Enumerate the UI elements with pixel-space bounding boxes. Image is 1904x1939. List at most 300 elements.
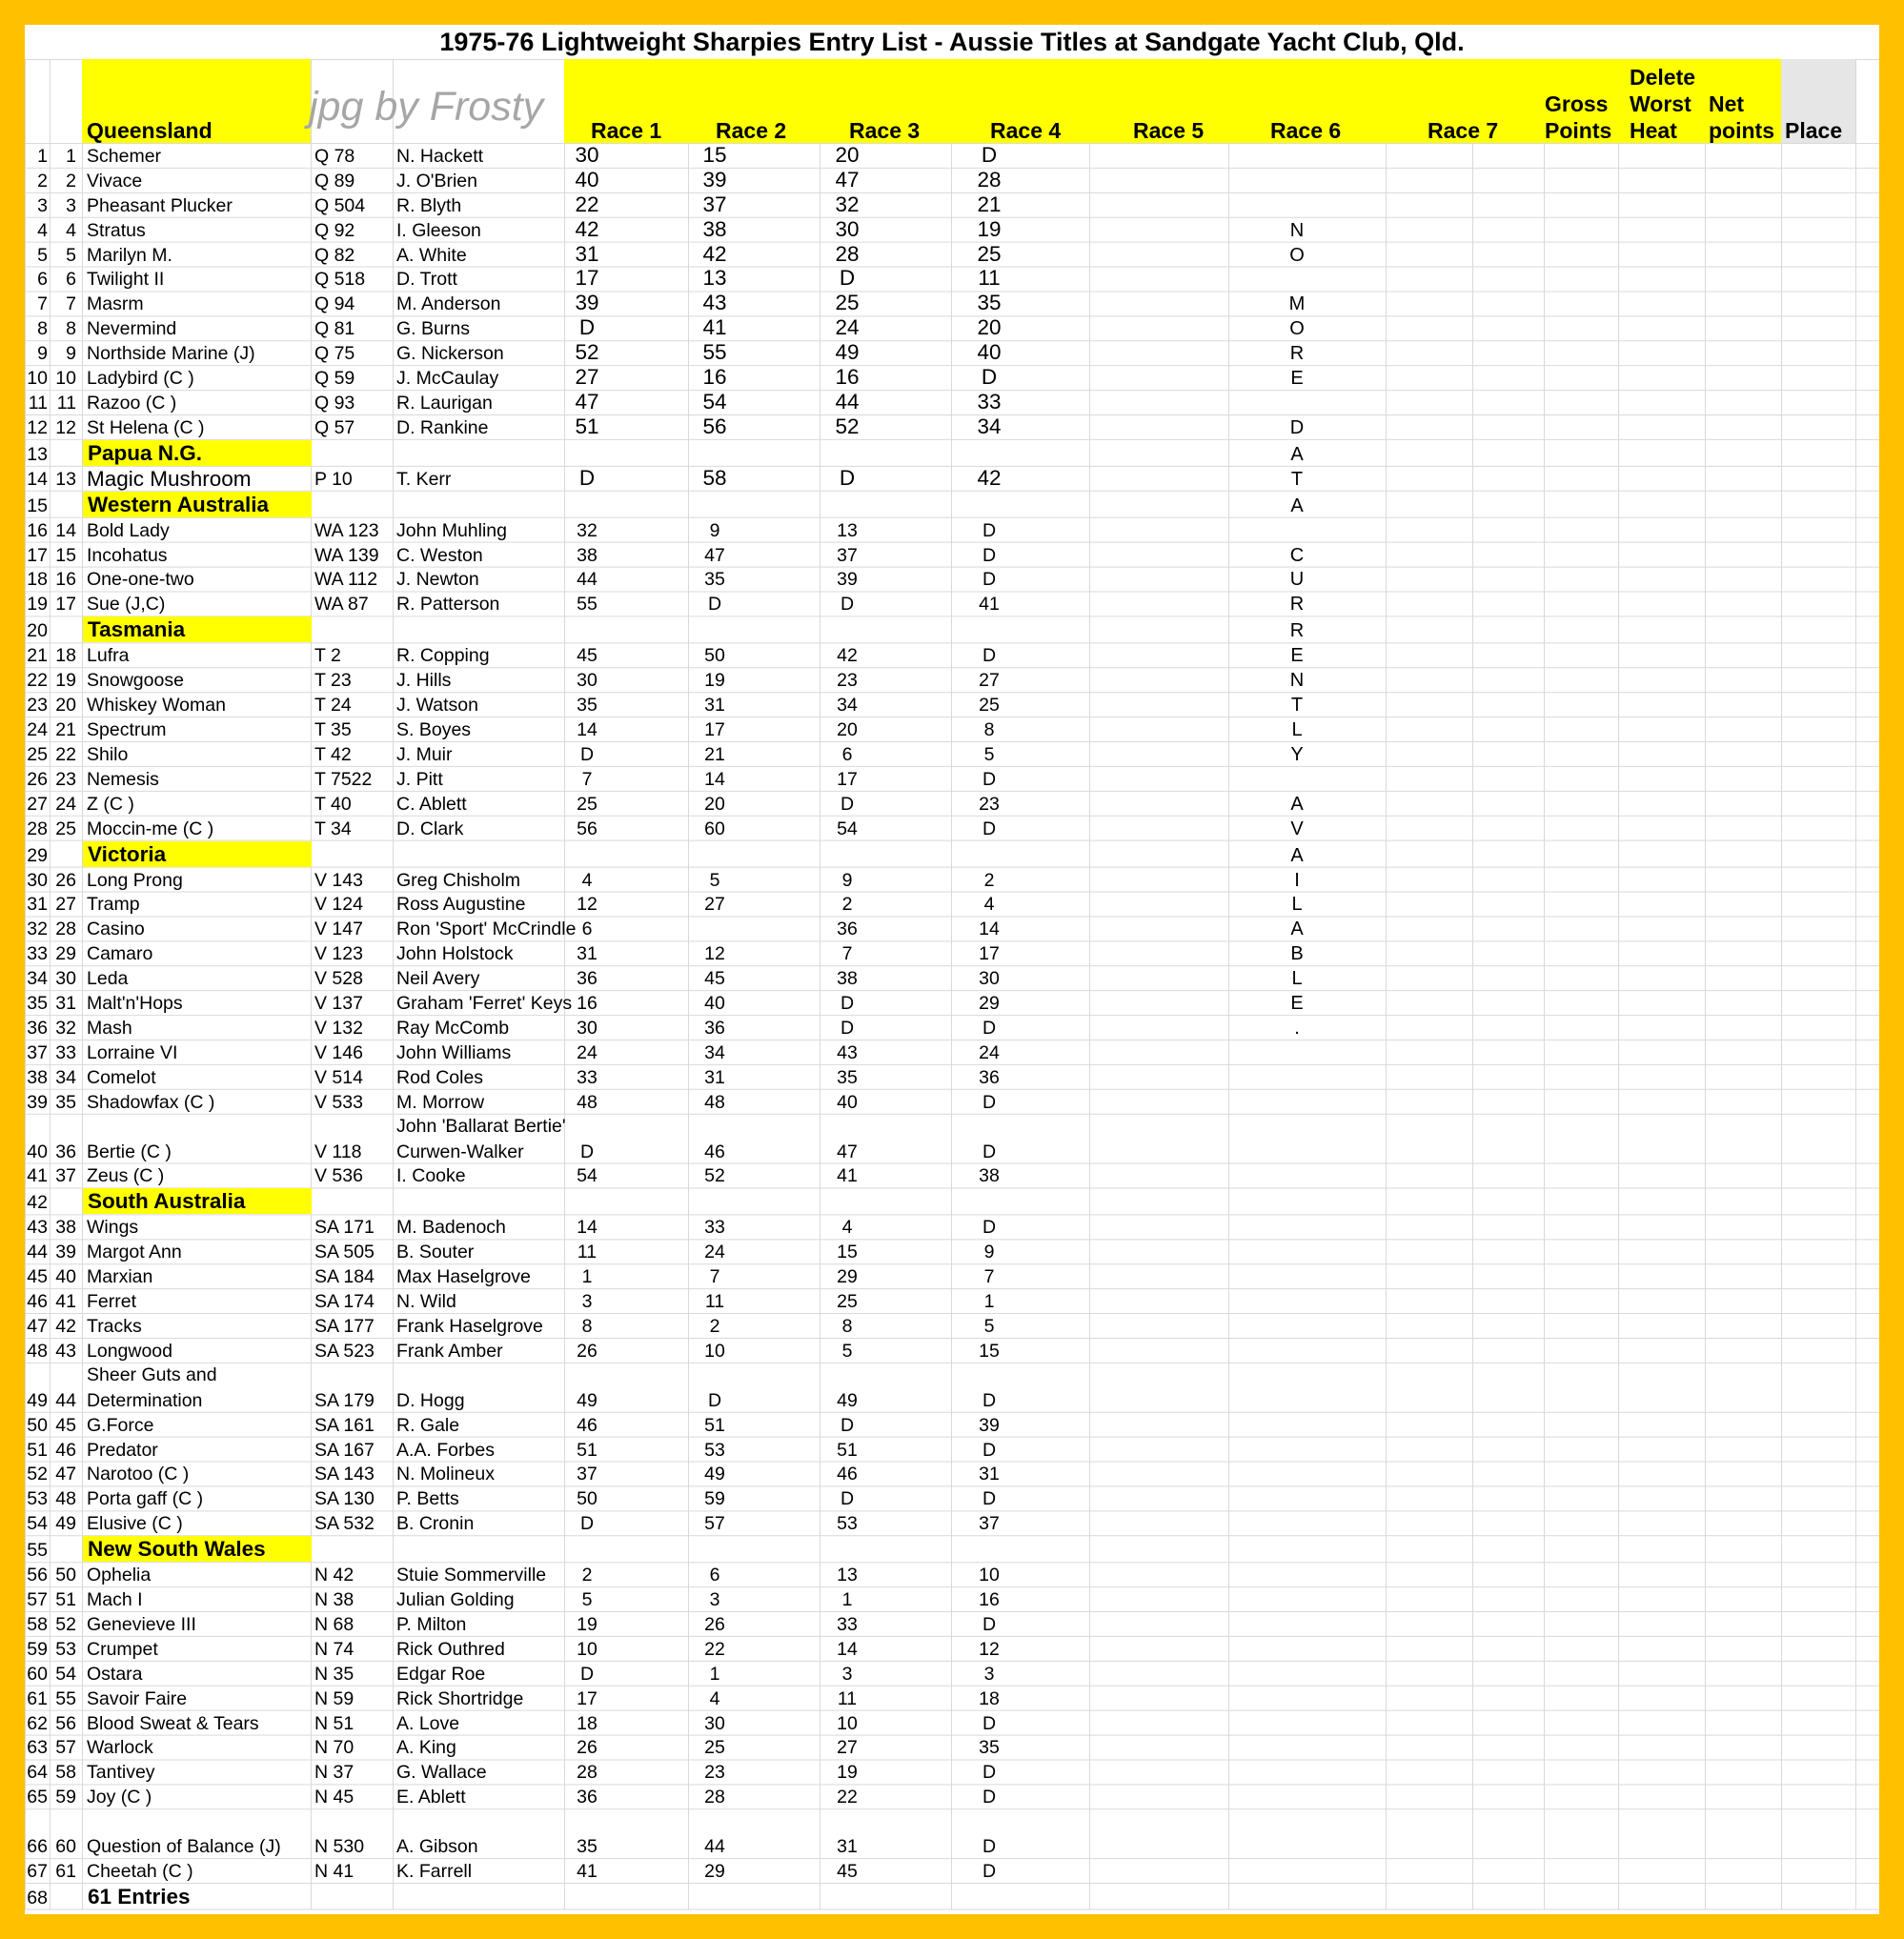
skipper: T. Kerr <box>396 468 452 490</box>
sail-number: T 40 <box>314 793 352 815</box>
score-race-4: 20 <box>977 315 1002 340</box>
boat-name: Incohatus <box>87 544 168 566</box>
score-race-3: 30 <box>835 216 860 241</box>
row-number: 53 <box>27 1488 48 1510</box>
sail-number: V 536 <box>314 1165 363 1187</box>
score-race-4: 4 <box>983 894 995 916</box>
score-race-2: 41 <box>702 315 727 340</box>
score-race-1: D <box>579 1663 595 1685</box>
boat-name: Sheer Guts and <box>87 1363 217 1385</box>
sail-number: V 533 <box>314 1091 363 1113</box>
row-number: 26 <box>27 768 48 790</box>
skipper: D. Clark <box>396 818 464 839</box>
sail-number: V 132 <box>314 1017 363 1039</box>
score-race-1: 37 <box>577 1464 598 1485</box>
note-letter: M <box>1288 293 1306 315</box>
row-number: 66 <box>27 1836 48 1858</box>
boat-name: Stratus <box>87 219 146 241</box>
skipper: J. Muir <box>396 743 453 765</box>
score-race-4: 21 <box>977 192 1002 216</box>
score-race-4: 38 <box>979 1165 1000 1187</box>
sail-number: T 24 <box>314 695 352 717</box>
score-race-2: 47 <box>704 544 725 566</box>
row-number: 63 <box>27 1737 48 1759</box>
score-race-3: 49 <box>835 340 860 365</box>
boat-name: Elusive (C ) <box>87 1513 183 1535</box>
entry-number: 9 <box>66 343 76 365</box>
row-number: 21 <box>27 645 48 667</box>
score-race-1: 54 <box>577 1165 598 1187</box>
score-race-2: 54 <box>702 389 727 414</box>
score-race-4: 1 <box>983 1291 995 1313</box>
sail-number: V 146 <box>314 1041 363 1063</box>
score-race-4: 14 <box>979 919 1000 940</box>
entry-number: 32 <box>55 1017 76 1039</box>
sail-number: WA 112 <box>314 569 378 591</box>
header-region: Queensland <box>87 118 213 143</box>
skipper: John Williams <box>396 1041 512 1063</box>
sail-number: SA 532 <box>314 1513 375 1535</box>
score-race-2: 56 <box>702 414 727 438</box>
sail-number: Q 82 <box>314 244 355 266</box>
score-race-2: 55 <box>702 340 727 365</box>
score-race-2: 40 <box>704 993 725 1015</box>
score-race-3: D <box>840 594 855 616</box>
score-race-3: 36 <box>837 919 858 940</box>
row-number: 42 <box>27 1192 48 1214</box>
score-race-4: 25 <box>977 241 1002 266</box>
score-race-1: 5 <box>581 1589 593 1611</box>
score-race-3: 54 <box>837 818 858 839</box>
score-race-4: D <box>982 1217 997 1239</box>
entry-number: 45 <box>55 1414 76 1436</box>
skipper: Graham 'Ferret' Keys <box>396 993 573 1015</box>
boat-name: Ladybird (C ) <box>87 368 194 390</box>
skipper: M. Anderson <box>396 293 501 315</box>
row-number: 11 <box>28 392 48 414</box>
row-number: 30 <box>27 869 48 891</box>
row-number: 65 <box>27 1787 48 1808</box>
note-letter: U <box>1289 569 1305 591</box>
score-race-2: 3 <box>709 1589 720 1611</box>
score-race-4: D <box>981 365 998 390</box>
score-race-3: 25 <box>837 1291 858 1313</box>
sail-number: SA 179 <box>314 1389 375 1411</box>
score-race-3: 1 <box>841 1589 853 1611</box>
score-race-3: 11 <box>837 1687 858 1709</box>
boat-name: Predator <box>87 1439 158 1461</box>
score-race-4: D <box>982 1141 997 1162</box>
boat-name: Ferret <box>87 1291 137 1313</box>
row-number: 49 <box>27 1389 48 1411</box>
sail-number: N 41 <box>314 1861 354 1883</box>
score-race-2: 9 <box>709 519 720 541</box>
row-number: 18 <box>27 569 48 591</box>
score-race-1: 26 <box>577 1340 598 1362</box>
boat-name: Tramp <box>87 894 140 916</box>
sail-number: Q 75 <box>314 343 355 365</box>
score-race-2: 35 <box>704 569 725 591</box>
sail-number: SA 177 <box>314 1315 375 1337</box>
sail-number: Q 89 <box>314 170 355 192</box>
row-number: 57 <box>27 1589 48 1611</box>
boat-name: Lorraine VI <box>87 1041 178 1063</box>
skipper: Greg Chisholm <box>396 869 521 891</box>
score-race-4: 27 <box>979 670 1000 692</box>
score-race-1: 19 <box>577 1613 598 1635</box>
boat-name: Lufra <box>87 645 130 667</box>
score-race-1: 48 <box>577 1091 598 1113</box>
header-delete-2: Heat <box>1630 118 1677 143</box>
score-race-2: 6 <box>709 1565 720 1586</box>
score-race-3: 31 <box>837 1836 858 1858</box>
boat-name: Masrm <box>87 293 144 315</box>
score-race-3: D <box>840 1414 855 1436</box>
score-race-3: 22 <box>837 1787 858 1808</box>
score-race-4: 33 <box>977 389 1002 414</box>
boat-name: Sue (J,C) <box>87 594 166 616</box>
skipper: Julian Golding <box>396 1589 515 1611</box>
header-race-7: Race 7 <box>1428 118 1499 143</box>
entry-number: 28 <box>55 919 76 940</box>
score-race-1: 27 <box>575 365 599 390</box>
skipper: J. Newton <box>396 569 479 591</box>
note-letter: A <box>1290 793 1304 815</box>
boat-name: Moccin-me (C ) <box>87 818 214 839</box>
row-number: 33 <box>27 943 48 965</box>
row-number: 37 <box>27 1041 48 1063</box>
sail-number: T 42 <box>314 743 352 765</box>
sail-number: SA 523 <box>314 1340 375 1362</box>
score-race-3: D <box>839 266 856 291</box>
sail-number: P 10 <box>314 468 353 490</box>
sail-number: V 118 <box>314 1141 362 1162</box>
score-race-1: 4 <box>581 869 593 891</box>
entry-number: 12 <box>55 416 76 438</box>
skipper: P. Milton <box>396 1613 467 1635</box>
score-race-3: 8 <box>841 1315 853 1337</box>
score-race-2: 57 <box>704 1513 725 1535</box>
score-race-1: 46 <box>577 1414 598 1436</box>
score-race-4: 37 <box>979 1513 1000 1535</box>
skipper: I. Cooke <box>396 1165 466 1187</box>
boat-name: Whiskey Woman <box>87 695 226 717</box>
sail-number: N 51 <box>314 1712 354 1734</box>
boat-name: St Helena (C ) <box>87 416 205 438</box>
entry-number: 23 <box>55 768 76 790</box>
entry-number: 50 <box>55 1565 76 1586</box>
row-number: 17 <box>27 544 48 566</box>
score-race-2: 15 <box>702 142 727 167</box>
entry-number: 21 <box>55 719 76 741</box>
score-race-1: 18 <box>577 1712 598 1734</box>
score-race-2: D <box>707 594 722 616</box>
score-race-4: D <box>982 1762 997 1784</box>
boat-name: Margot Ann <box>87 1242 182 1263</box>
sail-number: N 45 <box>314 1787 354 1808</box>
entry-number: 26 <box>55 869 76 891</box>
sail-number: N 42 <box>314 1565 354 1586</box>
skipper: D. Hogg <box>396 1389 465 1411</box>
header-race-5: Race 5 <box>1133 118 1205 143</box>
score-race-4: 8 <box>983 719 995 741</box>
boat-name: Mash <box>87 1017 132 1039</box>
row-number: 54 <box>27 1513 48 1535</box>
skipper: P. Betts <box>396 1488 459 1510</box>
skipper: Rick Outhred <box>396 1638 505 1660</box>
row-number: 46 <box>27 1291 48 1313</box>
score-race-4: D <box>982 1017 997 1039</box>
row-number: 32 <box>27 919 48 940</box>
row-number: 47 <box>27 1315 48 1337</box>
section-title: Western Australia <box>88 492 270 516</box>
score-race-3: 13 <box>837 519 858 541</box>
score-race-2: 31 <box>704 695 725 717</box>
boat-name: Ostara <box>87 1663 143 1685</box>
note-letter: V <box>1290 818 1304 839</box>
score-race-3: 13 <box>837 1565 858 1586</box>
boat-name: Vivace <box>87 170 143 192</box>
note-letter: A <box>1290 495 1304 516</box>
entry-number: 55 <box>55 1687 76 1709</box>
score-race-1: 28 <box>577 1762 598 1784</box>
boat-name: Long Prong <box>87 869 183 891</box>
sail-number: T 2 <box>314 645 341 667</box>
score-race-3: 16 <box>835 365 860 390</box>
score-race-4: D <box>982 1389 997 1411</box>
row-number: 27 <box>27 793 48 815</box>
note-letter: L <box>1291 894 1303 916</box>
boat-name: Spectrum <box>87 719 167 741</box>
entry-number: 56 <box>55 1712 76 1734</box>
score-race-4: 12 <box>979 1638 1000 1660</box>
row-number: 3 <box>37 194 48 216</box>
score-race-1: 26 <box>577 1737 598 1759</box>
skipper: A.A. Forbes <box>396 1439 495 1461</box>
sail-number: Q 518 <box>314 269 366 291</box>
score-race-2: 1 <box>709 1663 720 1685</box>
section-title: Victoria <box>88 841 167 866</box>
score-race-3: 47 <box>837 1141 858 1162</box>
skipper: J. Watson <box>396 695 478 717</box>
sail-number: T 23 <box>314 670 352 692</box>
score-race-3: 27 <box>837 1737 858 1759</box>
skipper: R. Patterson <box>396 594 500 616</box>
score-race-3: 28 <box>835 241 860 266</box>
boat-name: Nemesis <box>87 768 159 790</box>
score-race-2: 24 <box>704 1242 725 1263</box>
entry-number: 60 <box>55 1836 76 1858</box>
sail-number: N 35 <box>314 1663 354 1685</box>
score-race-1: 36 <box>577 1787 598 1808</box>
score-race-1: 44 <box>577 569 598 591</box>
entry-number: 17 <box>55 594 76 616</box>
row-number: 45 <box>27 1266 48 1288</box>
entry-number: 14 <box>55 519 76 541</box>
section-title: South Australia <box>88 1189 246 1214</box>
score-race-2: 51 <box>704 1414 725 1436</box>
header-race-6: Race 6 <box>1270 118 1342 143</box>
score-race-1: 30 <box>577 670 598 692</box>
row-number: 5 <box>37 244 48 266</box>
skipper: J. McCaulay <box>396 368 499 390</box>
entry-number: 35 <box>55 1091 76 1113</box>
score-race-1: 32 <box>577 519 598 541</box>
score-race-3: 32 <box>835 192 860 216</box>
entry-number: 25 <box>55 818 76 839</box>
score-race-2: D <box>707 1389 722 1411</box>
sail-number: SA 184 <box>314 1266 375 1288</box>
score-race-3: 5 <box>841 1340 853 1362</box>
score-race-4: D <box>982 1787 997 1808</box>
entry-number: 40 <box>55 1266 76 1288</box>
score-race-3: 34 <box>837 695 858 717</box>
row-number: 36 <box>27 1017 48 1039</box>
skipper: Rod Coles <box>396 1066 484 1088</box>
score-race-2: 16 <box>702 365 727 390</box>
score-race-1: 31 <box>575 241 599 266</box>
note-letter: . <box>1294 1017 1300 1039</box>
skipper: Max Haselgrove <box>396 1266 531 1288</box>
score-race-1: 1 <box>581 1266 593 1288</box>
skipper: R. Laurigan <box>396 392 493 414</box>
boat-name: Pheasant Plucker <box>87 194 233 216</box>
skipper: Rick Shortridge <box>396 1687 524 1709</box>
score-race-2: 42 <box>702 241 727 266</box>
score-race-2: 46 <box>704 1141 725 1162</box>
score-race-1: 14 <box>577 719 598 741</box>
boat-name: Snowgoose <box>87 670 184 692</box>
entry-number: 8 <box>66 318 76 340</box>
score-race-3: 53 <box>837 1513 858 1535</box>
score-race-2: 34 <box>704 1041 725 1063</box>
note-letter: E <box>1290 993 1304 1015</box>
entry-number: 37 <box>55 1165 76 1187</box>
score-race-1: 31 <box>577 943 598 965</box>
score-race-1: 6 <box>581 919 593 940</box>
score-race-3: 6 <box>841 743 853 765</box>
note-letter: O <box>1289 318 1305 340</box>
entry-number: 46 <box>55 1439 76 1461</box>
skipper: N. Hackett <box>396 145 484 167</box>
score-race-1: 14 <box>577 1217 598 1239</box>
boat-name: Marxian <box>87 1266 153 1288</box>
score-race-1: 30 <box>575 142 599 167</box>
score-race-2: 48 <box>704 1091 725 1113</box>
entry-number: 31 <box>55 993 76 1015</box>
score-race-2: 10 <box>704 1340 725 1362</box>
sail-number: N 70 <box>314 1737 354 1759</box>
skipper: D. Trott <box>396 269 457 291</box>
score-race-1: D <box>579 743 595 765</box>
row-number: 64 <box>27 1762 48 1784</box>
skipper: Frank Amber <box>396 1340 503 1362</box>
skipper: A. White <box>396 244 467 266</box>
skipper: I. Gleeson <box>396 219 481 241</box>
score-race-2: 45 <box>704 968 725 990</box>
boat-name: Malt'n'Hops <box>87 993 183 1015</box>
score-race-3: 19 <box>837 1762 858 1784</box>
skipper: A. Love <box>396 1712 460 1734</box>
skipper: Neil Avery <box>396 968 480 990</box>
row-number: 41 <box>27 1165 48 1187</box>
note-letter: Y <box>1290 743 1304 765</box>
score-race-4: 2 <box>983 869 995 891</box>
skipper: Ross Augustine <box>396 894 526 916</box>
sail-number: SA 143 <box>314 1464 375 1485</box>
sail-number: Q 78 <box>314 145 355 167</box>
entry-number: 61 <box>55 1861 76 1883</box>
row-number: 15 <box>27 495 48 516</box>
entry-number: 36 <box>55 1141 76 1162</box>
score-race-3: D <box>840 993 855 1015</box>
score-race-2: 26 <box>704 1613 725 1635</box>
row-number: 58 <box>27 1613 48 1635</box>
note-letter: A <box>1290 844 1304 866</box>
score-race-2: 28 <box>704 1787 725 1808</box>
score-race-3: 45 <box>837 1861 858 1883</box>
score-race-2: 22 <box>704 1638 725 1660</box>
skipper: John Muhling <box>396 519 507 541</box>
score-race-3: 3 <box>841 1663 853 1685</box>
header-race-4: Race 4 <box>990 118 1062 143</box>
score-race-3: 14 <box>837 1638 858 1660</box>
score-race-1: D <box>578 465 596 490</box>
note-letter: I <box>1294 869 1300 891</box>
boat-name: Zeus (C ) <box>87 1165 165 1187</box>
boat-name: Schemer <box>87 145 162 167</box>
score-race-4: 10 <box>979 1565 1000 1586</box>
entry-number: 44 <box>55 1389 76 1411</box>
score-race-2: 36 <box>704 1017 725 1039</box>
sail-number: Q 59 <box>314 368 355 390</box>
score-race-1: 33 <box>577 1066 598 1088</box>
skipper: S. Boyes <box>396 719 472 741</box>
boat-name: Genevieve III <box>87 1613 196 1635</box>
score-race-3: 25 <box>835 291 860 315</box>
sail-number: Q 94 <box>314 293 355 315</box>
row-number: 48 <box>27 1340 48 1362</box>
row-number: 2 <box>37 170 48 192</box>
entry-number: 15 <box>55 544 76 566</box>
row-number: 56 <box>27 1565 48 1586</box>
skipper: A. King <box>396 1737 456 1759</box>
score-race-4: 36 <box>979 1066 1000 1088</box>
note-letter: T <box>1290 468 1304 490</box>
row-number: 34 <box>27 968 48 990</box>
entry-number: 5 <box>66 244 76 266</box>
entry-number: 20 <box>55 695 76 717</box>
score-race-4: 35 <box>977 291 1002 315</box>
boat-name: Leda <box>87 968 129 990</box>
header-delete-0: Delete <box>1630 65 1696 90</box>
score-race-1: 16 <box>577 993 598 1015</box>
entry-number: 13 <box>55 468 76 490</box>
score-race-1: 51 <box>577 1439 598 1461</box>
header-gross-0: Gross <box>1545 91 1609 116</box>
score-race-3: D <box>839 465 856 490</box>
boat-name: Shadowfax (C ) <box>87 1091 215 1113</box>
score-race-4: 34 <box>977 414 1002 438</box>
note-letter: O <box>1289 244 1305 266</box>
entry-number: 42 <box>55 1315 76 1337</box>
score-race-2: 59 <box>704 1488 725 1510</box>
entry-number: 57 <box>55 1737 76 1759</box>
skipper: R. Copping <box>396 645 490 667</box>
score-race-2: 4 <box>709 1687 720 1709</box>
sail-number: SA 174 <box>314 1291 375 1313</box>
score-race-2: 50 <box>704 645 725 667</box>
